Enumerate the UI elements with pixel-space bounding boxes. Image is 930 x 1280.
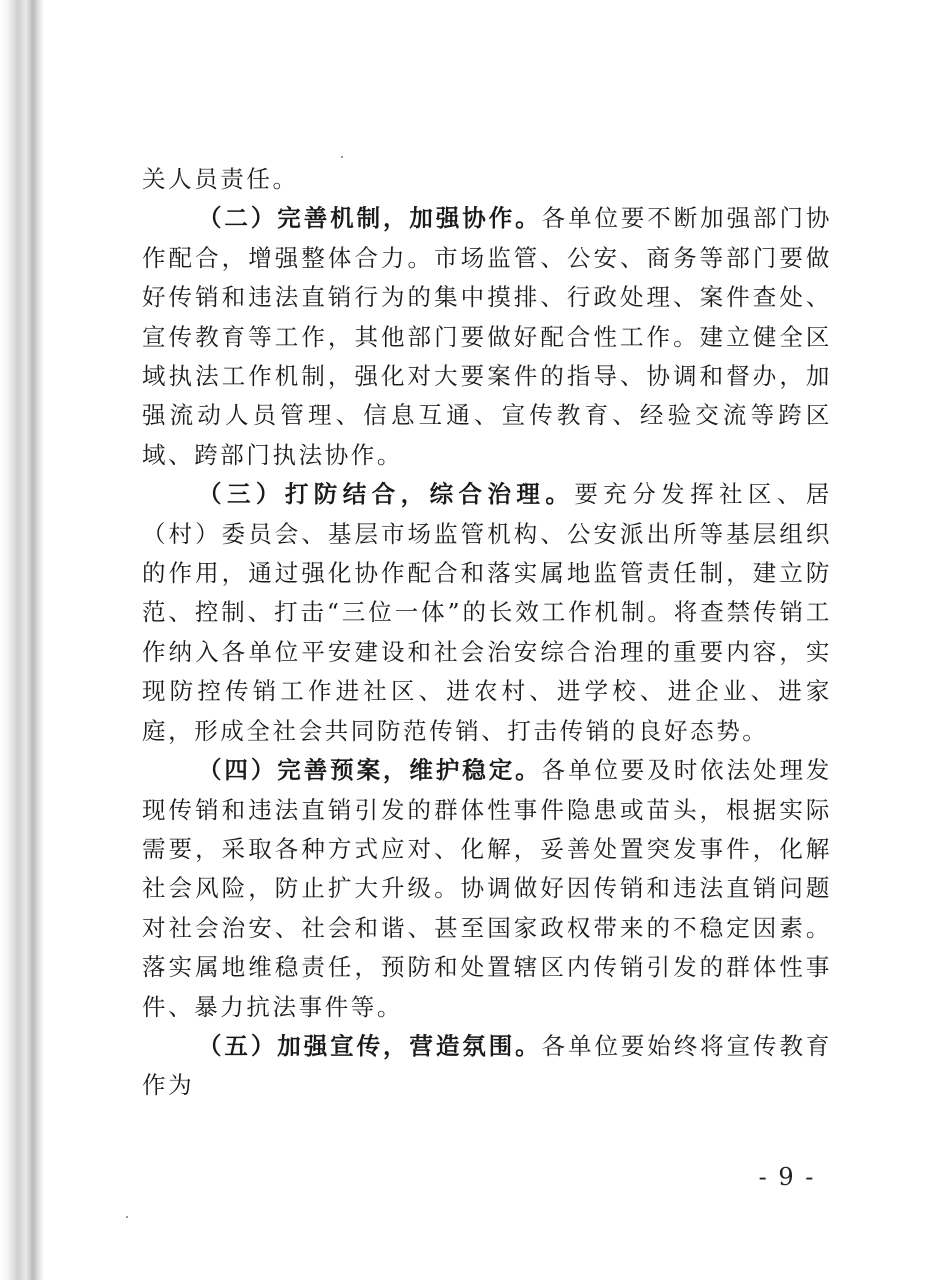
section-heading: （三）打防结合，综合治理。 bbox=[198, 480, 575, 509]
page-number: - 9 - bbox=[758, 1163, 816, 1191]
section-heading: （四）完善预案，维护稳定。 bbox=[198, 756, 542, 785]
scan-binding-edge bbox=[0, 0, 44, 1280]
scan-speck bbox=[341, 156, 343, 158]
scan-speck bbox=[126, 1216, 128, 1218]
section-paragraph bbox=[142, 1027, 832, 1106]
opening-line: 关人员责任。 bbox=[142, 165, 299, 193]
section-heading: （二）完善机制，加强协作。 bbox=[198, 204, 542, 233]
document-body bbox=[142, 160, 832, 1106]
section-text: 各单位要及时依法处理发现传销和违法直销引发的群体性事件隐患或苗头，根据实际需要，采取各种方式应对、化解，妥善处置突发事件，化解社会风险，防止扩大升级。协调做好因传销和违法直销问题对社会治安、社会和谐、甚至国家政权带来的不稳定因素。落实属地维稳责任，预防和处置辖区内传销引发的群体性事件、暴力抗法事件等。 bbox=[142, 756, 832, 1021]
section-paragraph bbox=[142, 199, 832, 475]
section-paragraph bbox=[142, 475, 832, 751]
section-text: 要充分发挥社区、居（村）委员会、基层市场监管机构、公安派出所等基层组织的作用，通过强化协作配合和落实属地监管责任制，建立防范、控制、打击“三位一体”的长效工作机制。将查禁传销工作纳入各单位平安建设和社会治安综合治理的重要内容，实现防控传销工作进社区、进农村、进学校、进企业、进家庭，形成全社会共同防范传销、打击传销的良好态势。 bbox=[142, 480, 832, 745]
section-heading: （五）加强宣传，营造氛围。 bbox=[198, 1031, 542, 1060]
section-text: 各单位要始终将宣传教育作为 bbox=[142, 1031, 832, 1100]
section-paragraph bbox=[142, 751, 832, 1027]
section-text: 各单位要不断加强部门协作配合，增强整体合力。市场监管、公安、商务等部门要做好传销和违法直销行为的集中摸排、行政处理、案件查处、宣传教育等工作，其他部门要做好配合性工作。建立健全区域执法工作机制，强化对大要案件的指导、协调和督办，加强流动人员管理、信息互通、宣传教育、经验交流等跨区域、跨部门执法协作。 bbox=[142, 204, 832, 469]
